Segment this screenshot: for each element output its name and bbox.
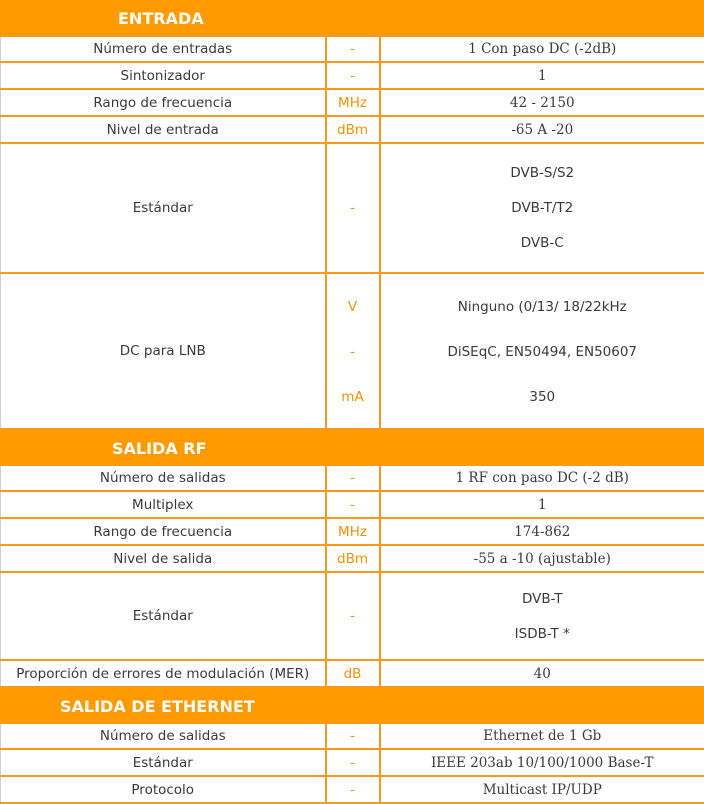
row-label: Multiplex <box>1 491 326 518</box>
spec-row-num-salidas-eth <box>1 723 704 749</box>
row-label: Nivel de salida <box>1 545 326 572</box>
spec-row-sintonizador <box>1 62 704 89</box>
section-title-cell <box>1 0 326 36</box>
row-value: Multicast IP/UDP <box>380 776 704 803</box>
row-label: Número de salidas <box>1 723 326 749</box>
spec-row-estandar-entrada <box>1 143 704 273</box>
spec-row-num-salidas-rf <box>1 465 704 491</box>
value-item: 350 <box>529 389 556 406</box>
section-header-entrada <box>1 0 704 36</box>
spec-row-num-entradas <box>1 36 704 62</box>
section-title: SALIDA DE ETHERNET <box>60 696 255 716</box>
unit-item: - <box>350 343 355 360</box>
row-label: Número de entradas <box>1 36 326 62</box>
row-unit: dB <box>326 660 380 687</box>
section-title: SALIDA RF <box>112 438 207 458</box>
row-label: Protocolo <box>1 776 326 803</box>
value-item: Ninguno (0/13/ 18/22kHz <box>457 298 627 315</box>
standard-item: ISDB-T * <box>514 625 570 642</box>
row-value: 40 <box>380 660 704 687</box>
spec-row-estandar-rf <box>1 572 704 660</box>
row-value: 1 <box>380 491 704 518</box>
spec-row-rango-frecuencia-rf <box>1 518 704 545</box>
row-label: Rango de frecuencia <box>1 518 326 545</box>
row-unit: - <box>326 776 380 803</box>
row-value: 1 <box>380 62 704 89</box>
spec-row-rango-frecuencia <box>1 89 704 116</box>
row-label: Sintonizador <box>1 62 326 89</box>
row-value: 42 - 2150 <box>380 89 704 116</box>
row-label: Estándar <box>1 572 326 660</box>
unit-item: V <box>347 298 358 315</box>
spec-row-nivel-entrada <box>1 116 704 143</box>
row-unit: dBm <box>326 116 380 143</box>
unit-item: mA <box>341 389 364 406</box>
row-label: Estándar <box>1 749 326 776</box>
section-title: ENTRADA <box>118 9 204 28</box>
spec-row-multiplex <box>1 491 704 518</box>
spec-row-estandar-eth <box>1 749 704 776</box>
row-unit: - <box>326 465 380 491</box>
spec-row-dc-lnb <box>1 273 704 429</box>
row-unit-list <box>326 273 380 429</box>
row-value: -55 a -10 (ajustable) <box>380 545 704 572</box>
row-label: DC para LNB <box>1 273 326 429</box>
row-label: Estándar <box>1 143 326 273</box>
section-header-ethernet <box>1 687 704 723</box>
section-title-cell <box>1 687 326 723</box>
row-unit: dBm <box>326 545 380 572</box>
row-value-list <box>380 572 704 660</box>
row-unit: - <box>326 572 380 660</box>
row-value-list <box>380 143 704 273</box>
value-item: DiSEqC, EN50494, EN50607 <box>447 343 638 360</box>
spec-row-protocolo <box>1 776 704 803</box>
row-unit: - <box>326 143 380 273</box>
row-value: 1 RF con paso DC (-2 dB) <box>380 465 704 491</box>
row-unit: MHz <box>326 89 380 116</box>
row-unit: - <box>326 723 380 749</box>
spec-row-nivel-salida <box>1 545 704 572</box>
row-value: 1 Con paso DC (-2dB) <box>380 36 704 62</box>
standard-item: DVB-T/T2 <box>511 199 574 216</box>
section-header-salida-rf <box>1 429 704 465</box>
row-value: 174-862 <box>380 518 704 545</box>
row-unit: MHz <box>326 518 380 545</box>
row-value: -65 A -20 <box>380 116 704 143</box>
row-label: Nivel de entrada <box>1 116 326 143</box>
row-value-list <box>380 273 704 429</box>
row-unit: - <box>326 749 380 776</box>
section-title-cell <box>1 429 326 465</box>
row-unit: - <box>326 62 380 89</box>
row-value: Ethernet de 1 Gb <box>380 723 704 749</box>
spec-row-mer <box>1 660 704 687</box>
standard-item: DVB-T <box>521 590 563 607</box>
row-value: IEEE 203ab 10/100/1000 Base-T <box>380 749 704 776</box>
row-unit: - <box>326 36 380 62</box>
row-label: Número de salidas <box>1 465 326 491</box>
row-unit: - <box>326 491 380 518</box>
row-label: Proporción de errores de modulación (MER) <box>1 660 326 687</box>
row-label: Rango de frecuencia <box>1 89 326 116</box>
standard-item: DVB-C <box>520 234 564 251</box>
standard-item: DVB-S/S2 <box>510 165 575 182</box>
